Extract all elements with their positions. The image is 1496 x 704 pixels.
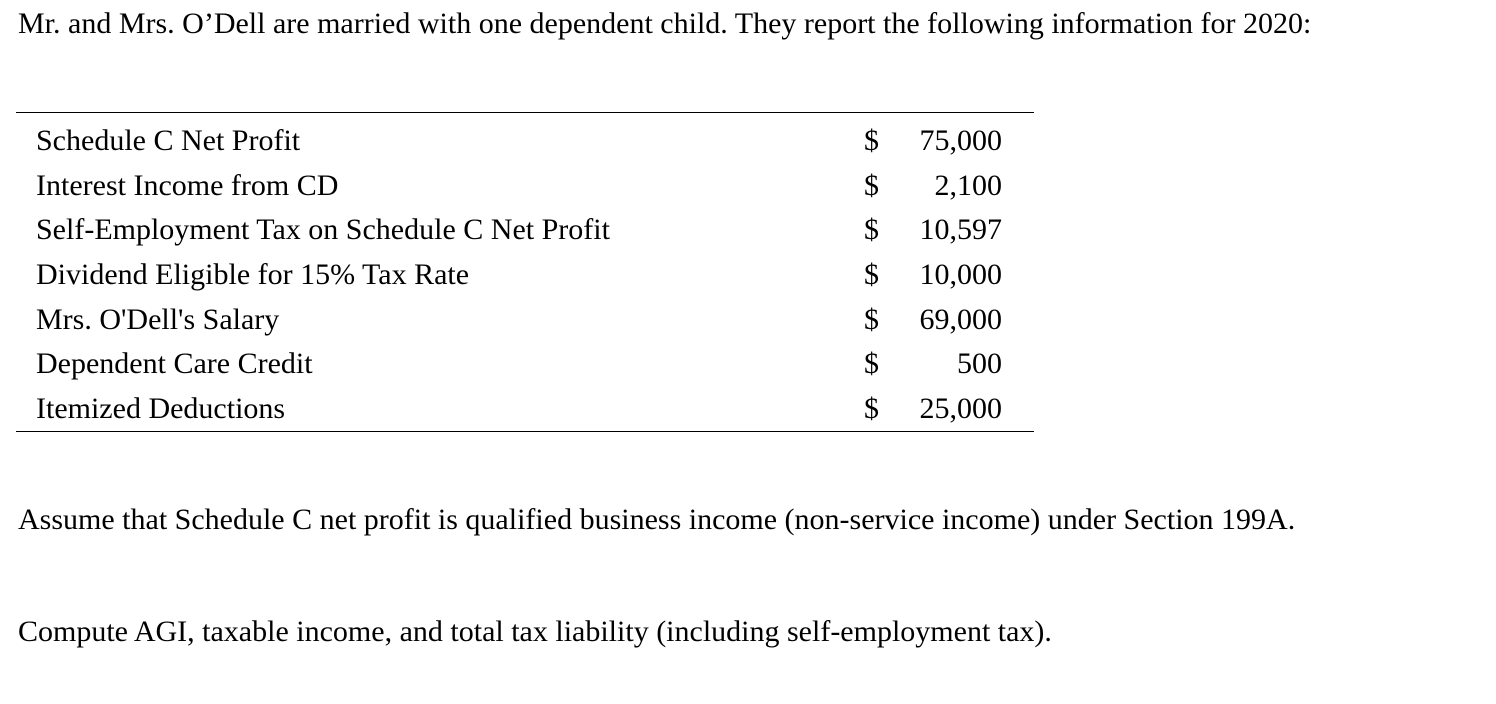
row-amount: 75,000 (919, 124, 1002, 157)
row-amount: 10,597 (919, 213, 1002, 246)
row-label: Mrs. O'Dell's Salary (36, 303, 280, 336)
table-row (16, 253, 1034, 297)
income-table (16, 112, 1034, 432)
currency-symbol: $ (864, 258, 879, 291)
row-label: Dependent Care Credit (36, 347, 313, 380)
row-label: Dividend Eligible for 15% Tax Rate (36, 258, 470, 291)
row-label: Itemized Deductions (36, 392, 286, 425)
row-amount: 10,000 (919, 258, 1002, 291)
row-label: Self-Employment Tax on Schedule C Net Profit (36, 213, 610, 246)
table-row (16, 298, 1034, 342)
table-row (16, 164, 1034, 208)
assumption-paragraph: Assume that Schedule C net profit is qualified business income (non-service income) under Section 199A. (18, 503, 1296, 536)
currency-symbol: $ (864, 169, 879, 202)
table-row (16, 119, 1034, 163)
row-amount: 69,000 (919, 303, 1002, 336)
table-row (16, 387, 1034, 431)
row-label: Interest Income from CD (36, 169, 339, 202)
currency-symbol: $ (864, 392, 879, 425)
row-amount: 25,000 (919, 392, 1002, 425)
currency-symbol: $ (864, 347, 879, 380)
row-label: Schedule C Net Profit (36, 124, 301, 157)
instruction-paragraph: Compute AGI, taxable income, and total tax liability (including self-employment tax). (18, 615, 1052, 648)
currency-symbol: $ (864, 124, 879, 157)
table-row (16, 342, 1034, 386)
row-amount: 2,100 (934, 169, 1002, 202)
intro-paragraph: Mr. and Mrs. O’Dell are married with one dependent child. They report the following information for 2020: (18, 7, 1312, 40)
table-row (16, 208, 1034, 252)
currency-symbol: $ (864, 303, 879, 336)
currency-symbol: $ (864, 213, 879, 246)
row-amount: 500 (957, 347, 1002, 380)
